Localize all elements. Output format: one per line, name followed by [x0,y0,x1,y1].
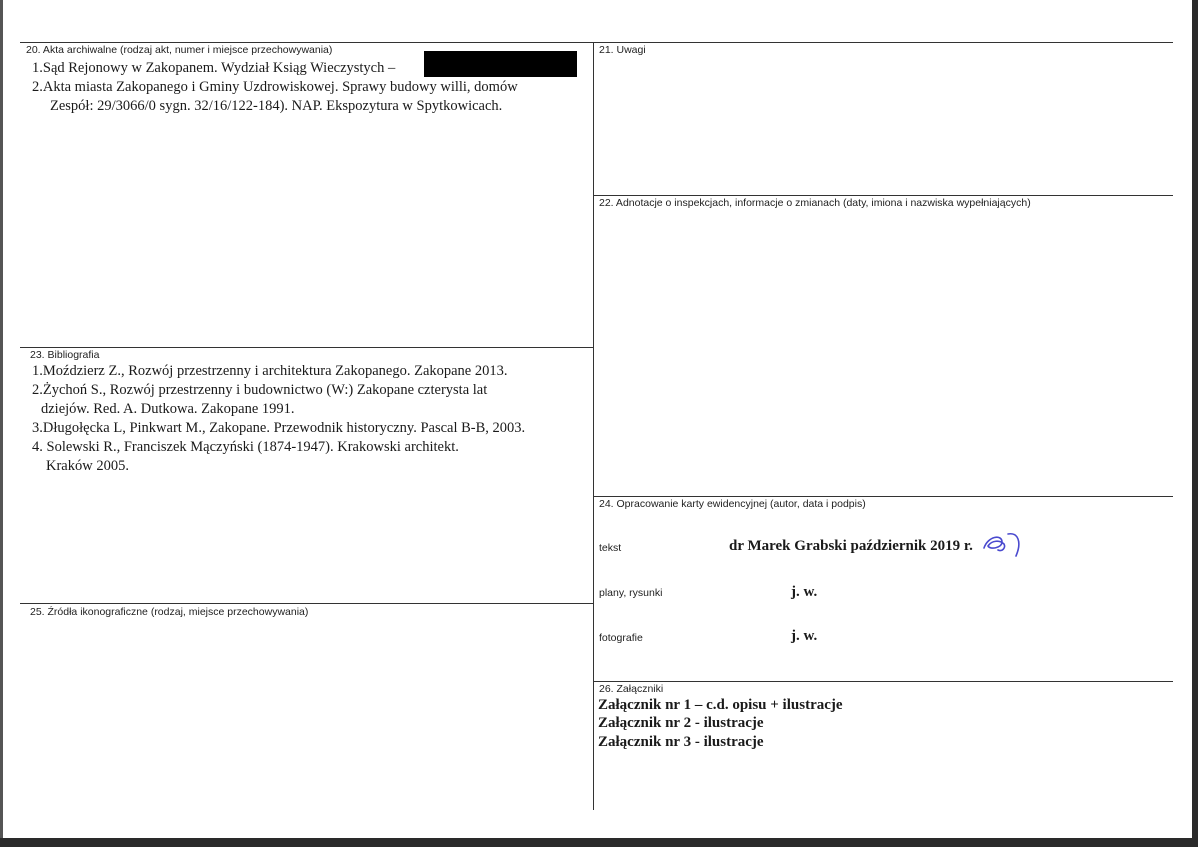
bibliography-item-4: 4. Solewski R., Franciszek Mączyński (1874-1947). Krakowski architekt. [32,439,459,455]
section-25-label: 25. Źródła ikonograficzne (rodzaj, miejsce przechowywania) [30,606,309,618]
attachment-3: Załącznik nr 3 - ilustracje [598,734,764,750]
bibliography-item-4-cont: Kraków 2005. [46,458,129,474]
section-21-label: 21. Uwagi [599,44,646,56]
section-22-label: 22. Adnotacje o inspekcjach, informacje o zmianach (daty, imiona i nazwiska wypełniających) [599,197,1031,209]
section-26-label: 26. Załączniki [599,683,664,695]
section-20-line-2: 2.Akta miasta Zakopanego i Gminy Uzdrowiskowej. Sprawy budowy willi, domów [32,79,518,95]
row-label-plany: plany, rysunki [599,587,663,599]
rule-section-23 [20,347,594,348]
top-rule [20,42,1173,43]
redaction-box [424,51,577,77]
attachment-1: Załącznik nr 1 – c.d. opisu + ilustracje [598,697,843,713]
rule-section-22 [593,195,1173,196]
row-label-fotografie: fotografie [599,632,643,644]
section-20-line-1: 1.Sąd Rejonowy w Zakopanem. Wydział Ksiąg Wieczystych – [32,60,396,76]
bibliography-item-2: 2.Żychoń S., Rozwój przestrzenny i budownictwo (W:) Zakopane czterysta lat [32,382,488,398]
rule-section-26 [593,681,1173,682]
rule-section-24 [593,496,1173,497]
fotografie-value: j. w. [791,628,818,644]
scan-edge-bottom [0,838,1198,847]
attachment-2: Załącznik nr 2 - ilustracje [598,715,764,731]
bibliography-item-1: 1.Moździerz Z., Rozwój przestrzenny i architektura Zakopanego. Zakopane 2013. [32,363,508,379]
section-24-label: 24. Opracowanie karty ewidencyjnej (autor, data i podpis) [599,498,866,510]
plany-value: j. w. [791,584,818,600]
section-20-line-3: Zespół: 29/3066/0 sygn. 32/16/122-184). NAP. Ekspozytura w Spytkowicach. [50,98,503,114]
section-20-label: 20. Akta archiwalne (rodzaj akt, numer i miejsce przechowywania) [26,44,333,56]
section-23-label: 23. Bibliografia [30,349,100,361]
bibliography-item-2-cont: dziejów. Red. A. Dutkowa. Zakopane 1991. [41,401,295,417]
center-divider [593,42,594,810]
rule-section-25 [20,603,594,604]
row-label-tekst: tekst [599,542,622,554]
signature-mark [978,528,1026,560]
author-date-value: dr Marek Grabski październik 2019 r. [729,538,973,554]
scan-edge-right [1192,0,1198,847]
scan-edge-left [0,0,3,847]
bibliography-item-3: 3.Długołęcka L, Pinkwart M., Zakopane. Przewodnik historyczny. Pascal B-B, 2003. [32,420,526,436]
